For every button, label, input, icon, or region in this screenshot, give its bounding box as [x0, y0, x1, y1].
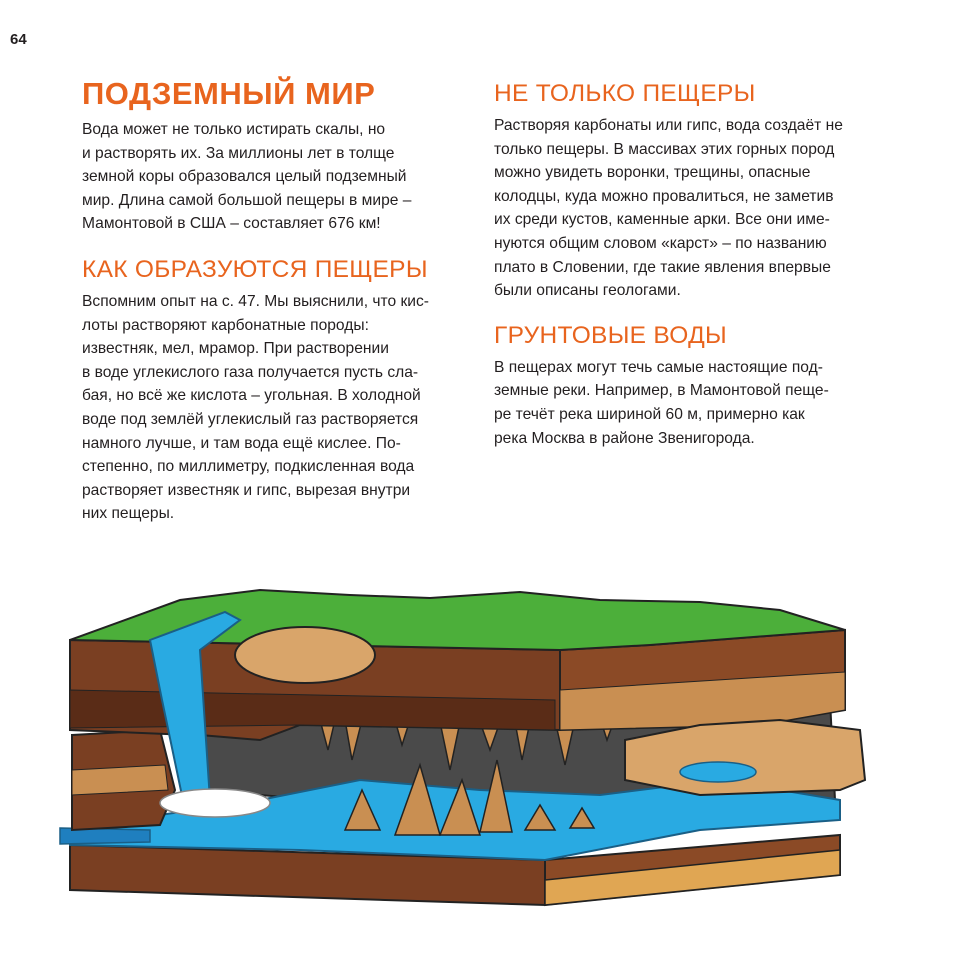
text-line: плато в Словении, где такие явления впервые: [494, 258, 831, 276]
text-line: мир. Длина самой большой пещеры в мире –: [82, 191, 412, 209]
right-column: [494, 76, 874, 450]
section-title-underground-world: ПОДЗЕМНЫЙ МИР: [82, 76, 376, 111]
text-line: них пещеры.: [82, 505, 175, 523]
text-line: ре течёт река шириной 60 м, примерно как: [494, 405, 805, 423]
text-line: в воде углекислого газа получается пусть сла-: [82, 363, 419, 381]
text-line: лоты растворяют карбонатные породы:: [82, 316, 369, 334]
left-column: [82, 76, 452, 526]
paragraph-groundwater: [494, 356, 874, 450]
left-lower-stripe: [72, 765, 168, 795]
text-line: воде под землёй углекислый газ растворяется: [82, 410, 419, 428]
paragraph-not-only-caves: [494, 114, 874, 303]
text-line: земные реки. Например, в Мамонтовой пеще-: [494, 382, 829, 400]
text-line: нуются общим словом «карст» – по названию: [494, 234, 827, 252]
paragraph-cave-formation: [82, 290, 452, 526]
text-line: степенно, по миллиметру, подкисленная вода: [82, 458, 415, 476]
section-title-groundwater: ГРУНТОВЫЕ ВОДЫ: [494, 321, 727, 349]
text-line: намного лучше, и там вода ещё кислее. По-: [82, 434, 401, 452]
text-line: растворяет известняк и гипс, вырезая внутри: [82, 481, 411, 499]
karst-cave-illustration: [0, 560, 960, 961]
text-line: бая, но всё же кислота – угольная. В холодной: [82, 387, 421, 405]
text-line: Растворяя карбонаты или гипс, вода создаёт не: [494, 117, 843, 134]
text-line: река Москва в районе Звенигорода.: [494, 429, 755, 447]
text-line: и растворять их. За миллионы лет в толще: [82, 144, 395, 162]
arch-pool: [680, 762, 756, 782]
text-line: их среди кустов, каменные арки. Все они име-: [494, 211, 830, 229]
page-number: 64: [10, 31, 27, 48]
text-line: В пещерах могут течь самые настоящие под-: [494, 358, 823, 376]
paragraph-underground-world: [82, 118, 452, 236]
text-line: Вода может не только истирать скалы, но: [82, 121, 386, 138]
text-line: известняк, мел, мрамор. При растворении: [82, 340, 389, 358]
sinkhole: [235, 627, 375, 683]
waterfall-foam: [160, 789, 270, 817]
text-line: Вспомним опыт на с. 47. Мы выяснили, что кис-: [82, 292, 429, 310]
text-line: только пещеры. В массивах этих горных пород: [494, 140, 835, 158]
text-line: Мамонтовой в США – составляет 676 км!: [82, 215, 381, 233]
section-title-not-only-caves: НЕ ТОЛЬКО ПЕЩЕРЫ: [494, 80, 756, 107]
text-line: земной коры образовался целый подземный: [82, 168, 407, 186]
section-title-cave-formation: КАК ОБРАЗУЮТСЯ ПЕЩЕРЫ: [82, 255, 428, 283]
text-line: можно увидеть воронки, трещины, опасные: [494, 164, 811, 182]
text-line: были описаны геологами.: [494, 282, 681, 300]
text-line: колодцы, куда можно провалиться, не заметив: [494, 187, 834, 205]
